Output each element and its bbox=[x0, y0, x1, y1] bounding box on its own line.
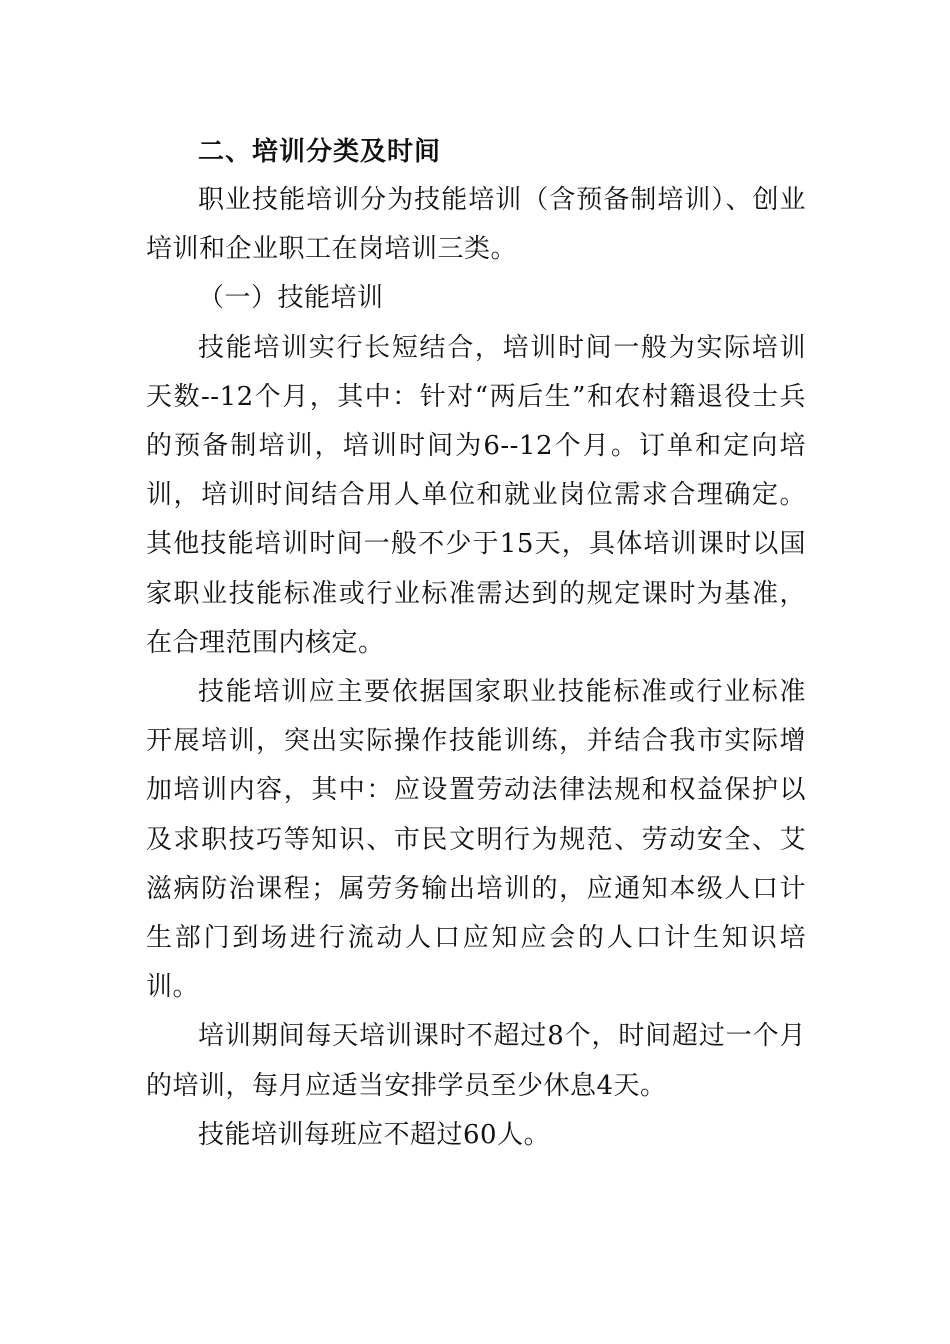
paragraph-training-duration: 技能培训实行长短结合，培训时间一般为实际培训天数--12个月，其中：针对“两后生”和农村籍退役士兵的预备制培训，培训时间为6--12个月。订单和定向培训，培训时间结合用人单位和就业岗位需求合理确定。其他技能培训时间一般不少于15天，具体培训课时以国家职业技能标准或行业标准需达到的规定课时为基准，在合理范围内核定。 bbox=[146, 332, 806, 658]
paragraph-training-categories: 职业技能培训分为技能培训（含预备制培训）、创业培训和企业职工在岗培训三类。 bbox=[146, 185, 806, 265]
document-body bbox=[146, 128, 806, 1160]
paragraph-daily-hours: 培训期间每天培训课时不超过8个，时间超过一个月的培训，每月应适当安排学员至少休息4天。 bbox=[146, 1021, 806, 1101]
paragraph-class-size: 技能培训每班应不超过60人。 bbox=[198, 1119, 551, 1150]
section-heading: 二、培训分类及时间 bbox=[198, 137, 442, 167]
paragraph-training-content: 技能培训应主要依据国家职业技能标准或行业标准开展培训，突出实际操作技能训练，并结合我市实际增加培训内容，其中：应设置劳动法律法规和权益保护以及求职技巧等知识、市民文明行为规范、劳动安全、艾滋病防治课程；属劳务输出培训的，应通知本级人口计生部门到场进行流动人口应知应会的人口计生知识培训。 bbox=[146, 677, 806, 1003]
subsection-heading-skill-training: （一）技能培训 bbox=[198, 283, 384, 314]
